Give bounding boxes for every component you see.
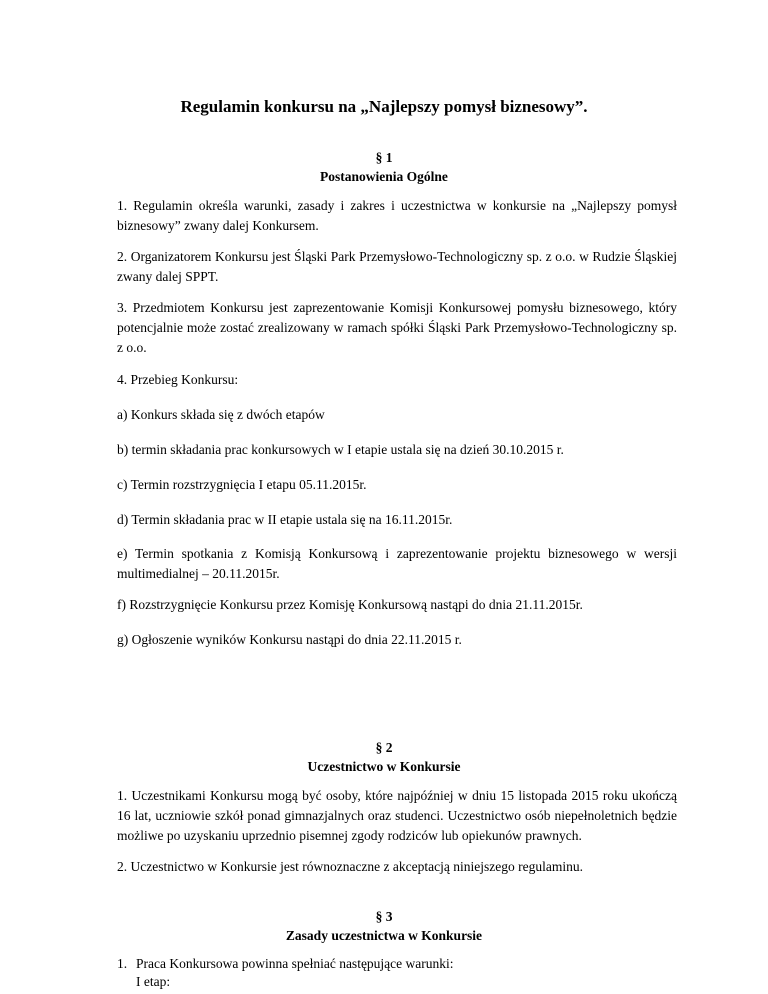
section-1-paragraph-1: 1. Regulamin określa warunki, zasady i zakres i uczestnictwa w konkursie na „Najlepszy pomysł biznesowy” zwany dalej Konkursem. [117, 198, 677, 233]
section-2-paragraph-2: 2. Uczestnictwo w Konkursie jest równoznaczne z akceptacją niniejszego regulaminu. [117, 859, 583, 874]
section-1-number: § 1 [375, 150, 393, 165]
section-1-paragraph-3: 3. Przedmiotem Konkursu jest zaprezentowanie Komisji Konkursowej pomysłu biznesowego, który potencjalnie może zostać zrealizowany w ramach spółki Śląski Park Przemysłowo-Technologiczny sp. z o.o. [117, 300, 677, 355]
section-1-item-e: e) Termin spotkania z Komisją Konkursową i zaprezentowanie projektu biznesowego w wersji multimedialnej – 20.11.2015r. [117, 546, 677, 581]
section-2-paragraph-1: 1. Uczestnikami Konkursu mogą być osoby, które najpóźniej w dniu 15 listopada 2015 roku ukończą 16 lat, uczniowie szkół ponad gimnazjalnych oraz studenci. Uczestnictwo osób niepełnoletnich będzie możliwe po uzyskaniu uprzednio pisemnej zgody rodziców lub opiekunów prawnych. [117, 788, 677, 843]
section-1-item-b: b) termin składania prac konkursowych w I etapie ustala się na dzień 30.10.2015 r. [117, 442, 564, 457]
section-1-paragraph-4: 4. Przebieg Konkursu: [117, 372, 239, 387]
section-3-item-1-text: Praca Konkursowa powinna spełniać następujące warunki: [136, 956, 454, 971]
section-1-item-g: g) Ogłoszenie wyników Konkursu nastąpi do dnia 22.11.2015 r. [117, 632, 462, 647]
section-3-item-1-subheading: I etap: [136, 974, 171, 989]
section-1-title: Postanowienia Ogólne [320, 169, 448, 184]
section-1-item-c: c) Termin rozstrzygnięcia I etapu 05.11.2015r. [117, 477, 367, 492]
section-3-number: § 3 [375, 909, 393, 924]
section-1-paragraph-2: 2. Organizatorem Konkursu jest Śląski Park Przemysłowo-Technologiczny sp. z o.o. w Rudzie Śląskiej zwany dalej SPPT. [117, 249, 677, 284]
document-title: Regulamin konkursu na „Najlepszy pomysł biznesowy”. [180, 97, 588, 116]
section-3-item-1-number: 1. [117, 956, 128, 971]
section-1-item-a: a) Konkurs składa się z dwóch etapów [117, 407, 325, 422]
section-2-title: Uczestnictwo w Konkursie [307, 759, 461, 774]
section-2-number: § 2 [375, 740, 393, 755]
section-1-item-d: d) Termin składania prac w II etapie ustala się na 16.11.2015r. [117, 512, 453, 527]
section-1-item-f: f) Rozstrzygnięcie Konkursu przez Komisję Konkursową nastąpi do dnia 21.11.2015r. [117, 597, 583, 612]
section-3-title: Zasady uczestnictwa w Konkursie [285, 928, 483, 943]
